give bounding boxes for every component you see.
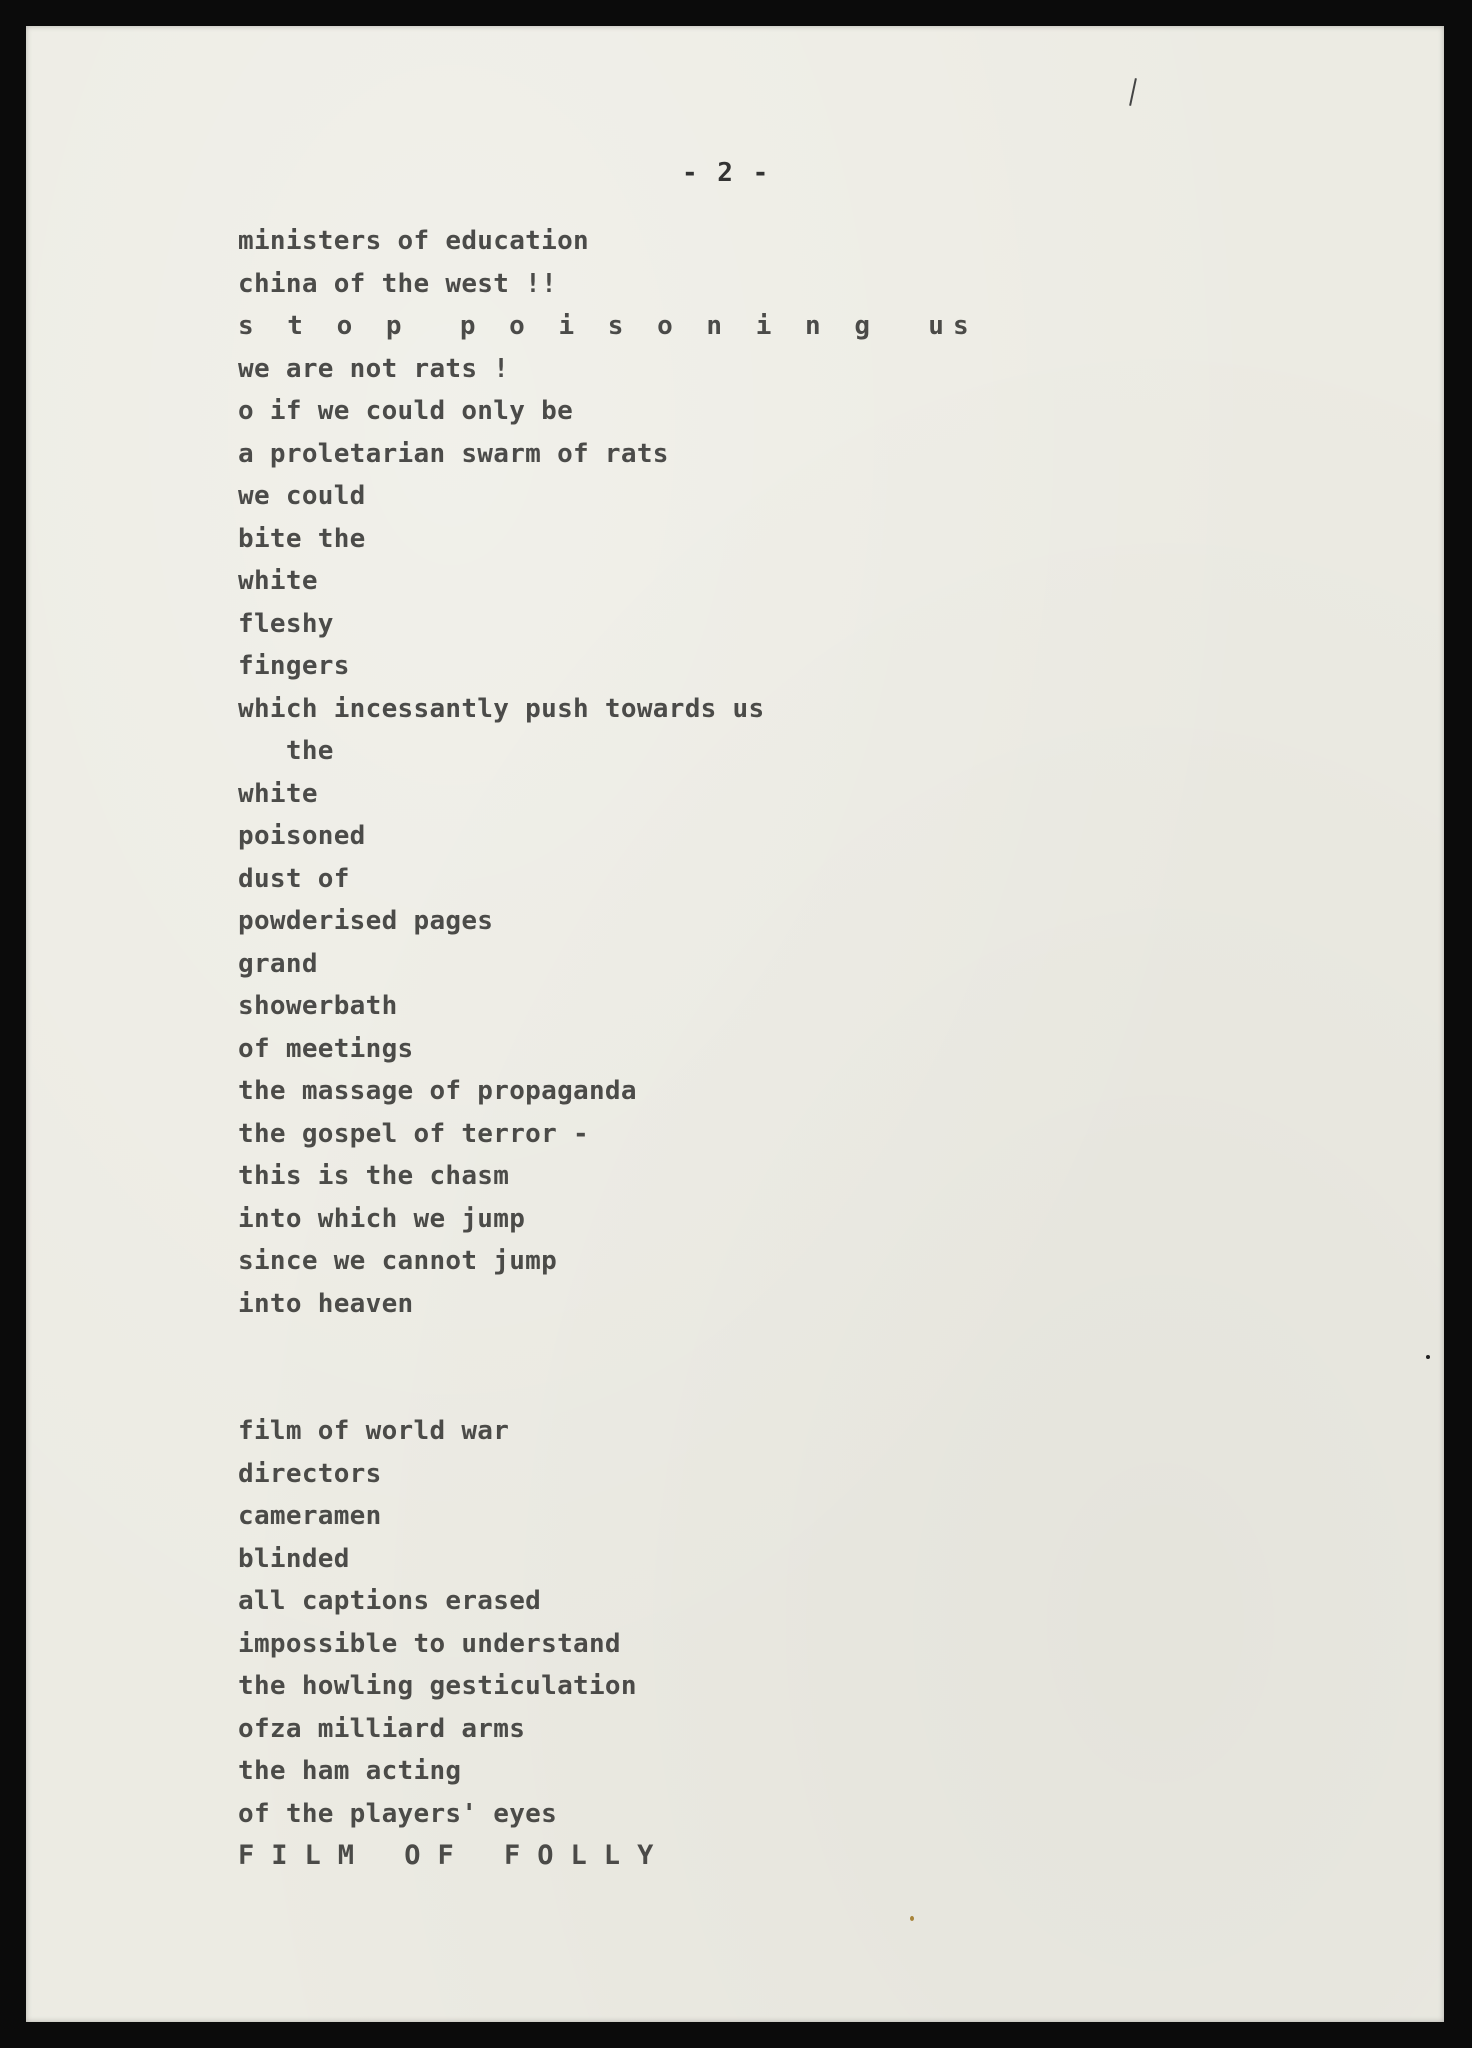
text-line: ofza milliard arms [238,1713,526,1744]
text-line: ministers of education [238,226,589,256]
text-line: directors [238,1458,382,1489]
text-line: showerbath [238,991,398,1021]
text-line: china of the west !! [238,268,558,299]
text-line: bite the [238,523,366,554]
text-line: poisoned [238,821,366,851]
text-line: fingers [238,651,350,681]
text-line: cameramen [238,1501,382,1531]
text-line: blinded [238,1543,350,1574]
text-line: into which we jump [238,1203,526,1234]
text-line: into heaven [238,1288,414,1319]
text-line: this is the chasm [238,1161,510,1191]
typewritten-page [26,26,1444,2022]
text-line: grand [238,948,318,979]
text-line: fleshy [238,608,334,639]
text-line: the ham acting [238,1756,462,1786]
text-line: since we cannot jump [238,1246,558,1276]
text-line: we are not rats ! [238,353,510,384]
text-line: film of world war [238,1416,510,1446]
text-line: white [238,778,318,809]
pencil-mark [1129,78,1137,106]
text-line: all captions erased [238,1586,542,1616]
text-line: powderised pages [238,906,494,936]
text-line: of meetings [238,1033,414,1064]
text-line: dust of [238,863,350,894]
text-line: which incessantly push towards us [238,693,765,724]
text-line: o if we could only be [238,396,574,426]
text-line: impossible to understand [238,1628,621,1659]
text-line: the [238,736,334,766]
ink-speck [1426,1355,1430,1359]
text-line: white [238,566,318,596]
text-line: a proletarian swarm of rats [238,438,669,469]
stain-speck [910,1916,914,1921]
text-line: of the players' eyes [238,1798,558,1829]
text-line: the howling gesticulation [238,1671,637,1701]
text-line: the massage of propaganda [238,1076,637,1106]
poem-text [238,220,978,1878]
stanza-break [238,1325,978,1410]
closing-heading: FILM OF FOLLY [238,1840,671,1871]
text-line: the gospel of terror - [238,1118,589,1149]
page-number: - 2 - [682,158,771,188]
text-line: we could [238,481,366,511]
text-line: s t o p p o i s o n i n g us [238,311,978,341]
